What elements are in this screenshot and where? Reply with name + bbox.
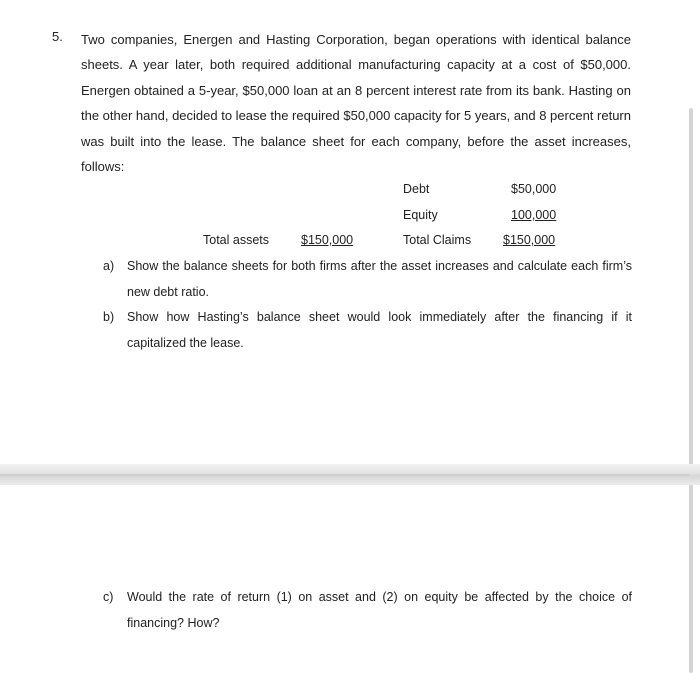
debt-label: Debt <box>403 182 430 196</box>
vertical-scrollbar[interactable] <box>689 108 693 673</box>
equity-label: Equity <box>403 208 438 222</box>
total-claims-label: Total Claims <box>403 233 472 247</box>
page-break-line <box>0 474 689 476</box>
part-a-text: Show the balance sheets for both firms after the asset increases and calculate each firm’s new debt ratio. <box>127 259 632 299</box>
part-b-text: Show how Hasting’s balance sheet would look immediately after the financing if it capitalized the lease. <box>127 310 632 350</box>
part-c-text: Would the rate of return (1) on asset and (2) on equity be affected by the choice of financing? How? <box>127 590 632 630</box>
question-number: 5. <box>52 29 63 44</box>
part-b-label: b) <box>103 310 115 324</box>
equity-value: 100,000 <box>511 208 557 222</box>
total-claims-value: $150,000 <box>503 233 556 247</box>
part-c-label: c) <box>103 590 114 604</box>
total-assets-label: Total assets <box>203 233 270 247</box>
total-assets-value: $150,000 <box>301 233 354 247</box>
debt-value: $50,000 <box>511 182 557 196</box>
question-intro: Two companies, Energen and Hasting Corporation, began operations with identical balance sheets. A year later, both required additional manufacturing capacity at a cost of $50,000. Energen obtained a 5-year, $50,000 loan at an 8 percent interest rate from its bank. Hasting on the other hand, decided to lease the required $50,000 capacity for 5 years, and 8 percent return was built into the lease. The balance sheet for each company, before the asset increases, follows: <box>81 32 631 175</box>
part-a-label: a) <box>103 259 115 273</box>
